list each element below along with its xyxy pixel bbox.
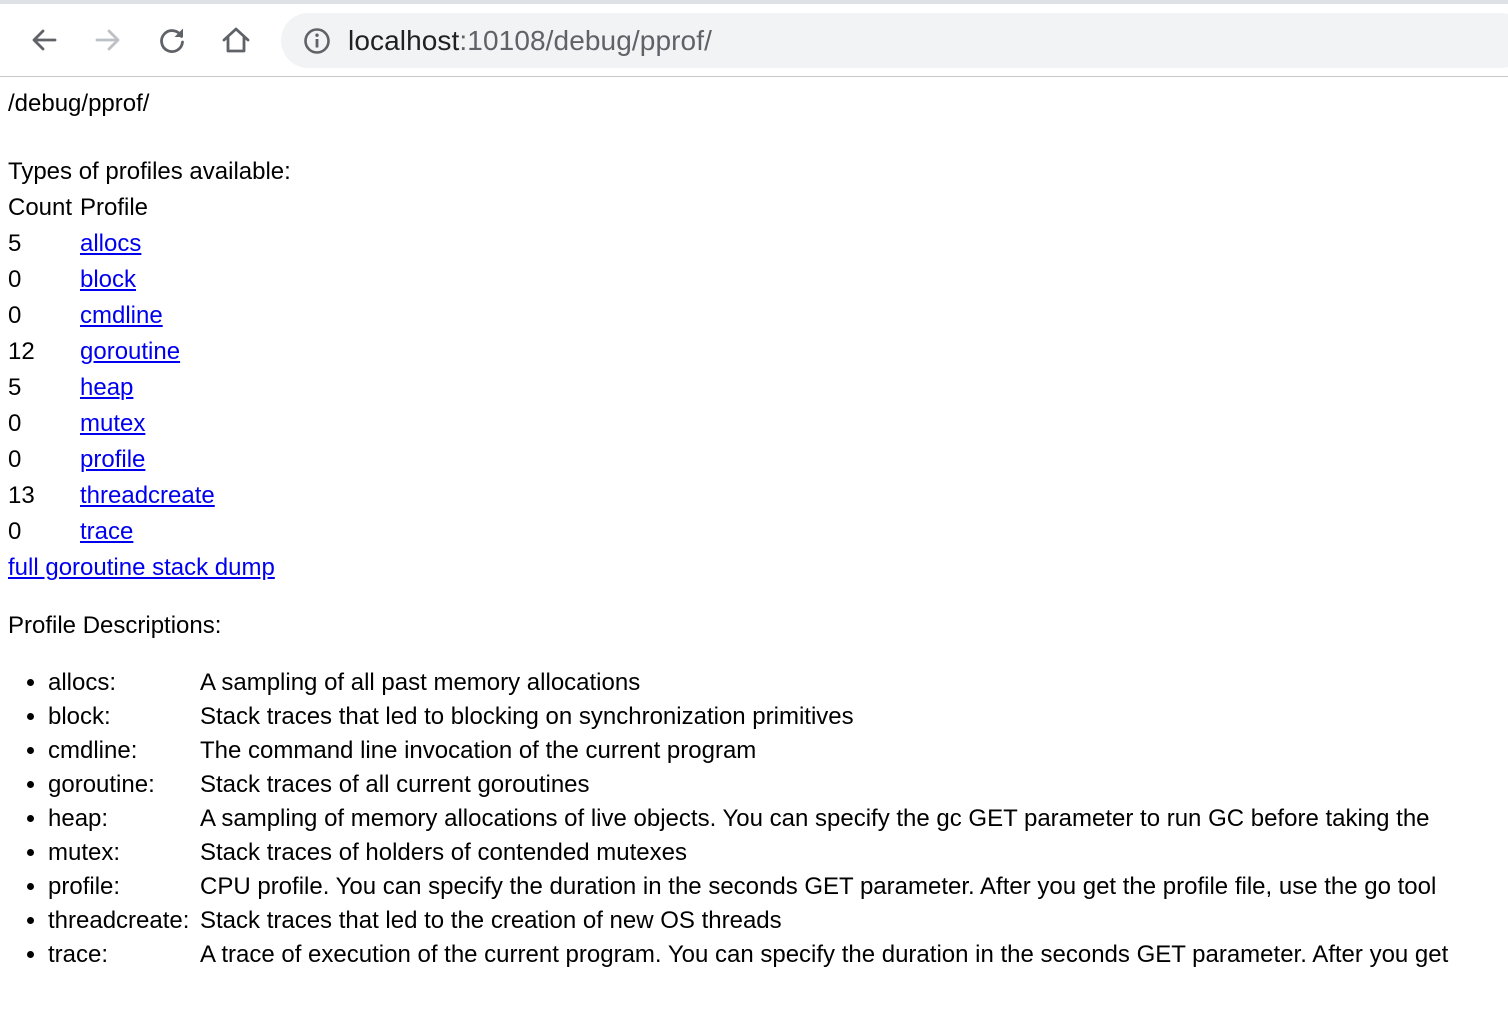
address-bar[interactable] (281, 13, 1508, 68)
description-profile-name: cmdline: (48, 737, 138, 764)
profile-count: 0 (8, 518, 22, 545)
description-text: Stack traces of holders of contended mutexes (200, 839, 687, 866)
list-item (48, 904, 1500, 938)
reload-icon (156, 24, 188, 56)
table-row (8, 406, 215, 442)
list-item (48, 870, 1500, 904)
profile-link[interactable]: trace (80, 518, 134, 545)
home-icon (220, 24, 252, 56)
profile-count: 5 (8, 374, 22, 401)
profile-cell (80, 442, 215, 478)
profile-cell (80, 298, 215, 334)
browser-toolbar (0, 0, 1508, 77)
profiles-table-body (8, 226, 215, 550)
profile-count: 12 (8, 338, 35, 365)
url-host: localhost (348, 24, 460, 56)
info-icon[interactable] (302, 26, 332, 56)
description-profile-name: goroutine: (48, 771, 155, 798)
full-goroutine-dump-link[interactable]: full goroutine stack dump (8, 554, 275, 581)
page-title: /debug/pprof/ (8, 90, 150, 117)
home-button[interactable] (216, 20, 256, 60)
description-text: Stack traces that led to the creation of new OS threads (200, 907, 782, 934)
reload-button[interactable] (152, 20, 192, 60)
description-text: Stack traces that led to blocking on synchronization primitives (200, 703, 854, 730)
description-text: A sampling of all past memory allocations (200, 669, 641, 696)
profile-count: 0 (8, 266, 22, 293)
descriptions-title: Profile Descriptions: (8, 612, 222, 639)
list-item (48, 938, 1500, 972)
table-row (8, 370, 215, 406)
profile-cell (80, 334, 215, 370)
count-column-header: Count (8, 194, 73, 221)
description-text: A trace of execution of the current program. You can specify the duration in the seconds GET parameter. After you get (200, 941, 1449, 968)
table-row (8, 262, 215, 298)
description-text: Stack traces of all current goroutines (200, 771, 590, 798)
profile-cell (80, 514, 215, 550)
description-text: CPU profile. You can specify the duration in the seconds GET parameter. After you get the profile file, use the go tool (200, 873, 1437, 900)
profile-cell (80, 478, 215, 514)
list-item (48, 836, 1500, 870)
description-profile-name: heap: (48, 805, 109, 832)
profile-count: 5 (8, 230, 22, 257)
arrow-left-icon (28, 24, 60, 56)
url-text[interactable] (348, 25, 712, 57)
profile-column-header: Profile (80, 194, 149, 221)
page-content (0, 86, 1508, 972)
list-item (48, 700, 1500, 734)
profile-link[interactable]: goroutine (80, 338, 181, 365)
profile-cell (80, 226, 215, 262)
profile-count: 0 (8, 410, 22, 437)
url-path: :10108/debug/pprof/ (459, 24, 712, 56)
profile-link[interactable]: block (80, 266, 137, 293)
profile-link[interactable]: cmdline (80, 302, 163, 329)
description-text: The command line invocation of the current program (200, 737, 757, 764)
list-item (48, 666, 1500, 700)
description-profile-name: trace: (48, 941, 109, 968)
forward-button[interactable] (88, 20, 128, 60)
table-row (8, 478, 215, 514)
profile-count: 0 (8, 446, 22, 473)
list-item (48, 802, 1500, 836)
profile-link[interactable]: profile (80, 446, 146, 473)
description-profile-name: block: (48, 703, 111, 730)
types-title: Types of profiles available: (8, 158, 291, 185)
table-row (8, 442, 215, 478)
table-header-row (8, 190, 215, 226)
table-row (8, 226, 215, 262)
profile-link[interactable]: heap (80, 374, 134, 401)
profile-count: 13 (8, 482, 35, 509)
profile-cell (80, 262, 215, 298)
profile-link[interactable]: threadcreate (80, 482, 215, 509)
profiles-table (5, 190, 218, 550)
description-profile-name: profile: (48, 873, 121, 900)
list-item (48, 768, 1500, 802)
description-profile-name: mutex: (48, 839, 121, 866)
profile-link[interactable]: allocs (80, 230, 142, 257)
description-profile-name: threadcreate: (48, 907, 190, 934)
back-button[interactable] (24, 20, 64, 60)
list-item (48, 734, 1500, 768)
profile-count: 0 (8, 302, 22, 329)
table-row (8, 514, 215, 550)
description-text: A sampling of memory allocations of live objects. You can specify the gc GET parameter to run GC before taking the (200, 805, 1430, 832)
table-row (8, 298, 215, 334)
table-row (8, 334, 215, 370)
profile-cell (80, 406, 215, 442)
description-profile-name: allocs: (48, 669, 117, 696)
descriptions-list (8, 666, 1500, 972)
profile-link[interactable]: mutex (80, 410, 146, 437)
profile-cell (80, 370, 215, 406)
arrow-right-icon (92, 24, 124, 56)
